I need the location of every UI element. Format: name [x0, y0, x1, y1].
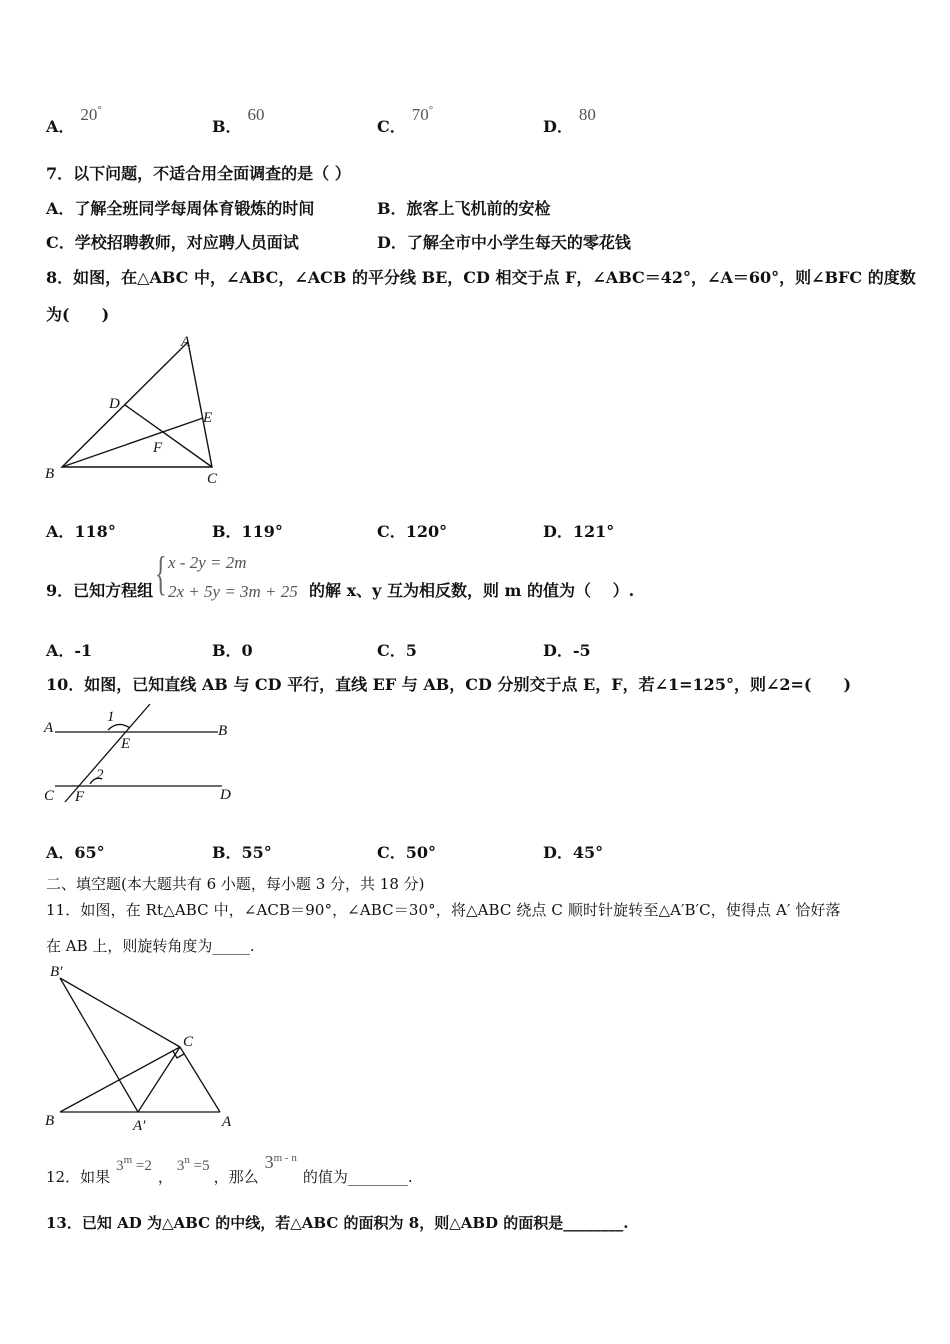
q11-stem-line1: 11．如图，在 Rt△ABC 中，∠ACB＝90°，∠ABC＝30°，将△ABC 绕点 C 顺时针旋转至△A′B′C，使得点 A′ 恰好落 [46, 901, 841, 919]
q7-option-b: B．旅客上飞机前的安检 [377, 199, 551, 218]
q12-expr1: $3^m =2$ [116, 1154, 152, 1174]
q10-label-f: F [75, 789, 85, 805]
q8-label-f: F [153, 440, 163, 456]
q10-label-angle1: 1 [107, 709, 115, 725]
section2-heading: 二、填空题(本大题共有 6 小题，每小题 3 分，共 18 分) [46, 875, 425, 893]
q9-option-b: B．0 [212, 641, 253, 660]
q8-stem-line1: 8．如图，在△ABC 中，∠ABC，∠ACB 的平分线 BE，CD 相交于点 F，∠ABC＝42°，∠A＝60°，则∠BFC 的度数 [46, 268, 916, 287]
q6-option-b: B．60 [212, 105, 265, 136]
q9-suffix: 的解 x、y 互为相反数，则 m 的值为（ ）. [309, 581, 635, 600]
q10-label-b: B [218, 723, 228, 739]
q8-label-c: C [207, 471, 218, 487]
q7-option-c: C．学校招聘教师，对应聘人员面试 [46, 233, 299, 252]
q8-triangle-figure [40, 330, 240, 494]
q6-option-c: C．70° [377, 104, 434, 136]
q11-label-a-prime: A′ [133, 1118, 146, 1134]
q8-label-d: D [109, 396, 120, 412]
q9-option-c: C．5 [377, 641, 417, 660]
q8-label-e: E [203, 410, 213, 426]
q7-option-d: D．了解全市中小学生每天的零花钱 [377, 233, 631, 252]
q10-label-a: A [44, 720, 54, 736]
q9-option-d: D．-5 [543, 641, 591, 660]
q11-label-b-prime: B′ [50, 964, 63, 980]
q11-rotation-figure [40, 960, 240, 1139]
q7-stem: 7．以下问题，不适合用全面调查的是（ ） [46, 164, 351, 183]
q10-parallel-lines-figure [40, 700, 240, 814]
q11-label-b: B [45, 1113, 55, 1129]
q12-suffix: 的值为________. [302, 1168, 413, 1186]
q8-stem-line2: 为( ) [46, 305, 110, 324]
q11-label-c: C [183, 1034, 194, 1050]
q9-prefix: 9．已知方程组 [46, 581, 154, 600]
q10-option-a: A．65° [46, 843, 105, 862]
q12-expr2: $3^n =5$ [176, 1154, 210, 1174]
q12-prefix: 12．如果 [46, 1168, 111, 1186]
q8-option-a: A．118° [46, 522, 116, 541]
q8-option-b: B．119° [212, 522, 283, 541]
q11-stem-line2: 在 AB 上，则旋转角度为_____. [46, 937, 255, 955]
q7-option-a: A．了解全班同学每周体育锻炼的时间 [46, 199, 315, 218]
q8-label-b: B [45, 466, 55, 482]
q10-option-b: B．55° [212, 843, 272, 862]
q6-option-d: D．80 [543, 105, 596, 136]
q12-expr3: 3$^{m - n}$ [264, 1152, 297, 1172]
q10-label-c: C [44, 788, 55, 804]
q10-stem: 10．如图，已知直线 AB 与 CD 平行，直线 EF 与 AB，CD 分别交于点 E，F，若∠1=125°，则∠2=( ) [46, 675, 852, 694]
q8-option-c: C．120° [377, 522, 448, 541]
q9-option-a: A．-1 [46, 641, 93, 660]
q10-option-c: C．50° [377, 843, 437, 862]
q10-option-d: D．45° [543, 843, 604, 862]
q10-label-angle2: 2 [96, 767, 104, 783]
q10-label-e: E [121, 736, 131, 752]
q12-line: 12．如果$3^m =2$，$3^n =5$，那么3$^{m - n}$的值为________. [46, 1152, 413, 1186]
q9-eq2: 2x + 5y = 3m + 25 [168, 582, 298, 601]
q10-label-d: D [220, 787, 231, 803]
q6-option-a: A．20° [46, 104, 102, 136]
q9-brace: { [155, 547, 167, 600]
q13-stem: 13．已知 AD 为△ABC 的中线，若△ABC 的面积为 8，则△ABD 的面积是________. [46, 1214, 629, 1232]
q8-option-d: D．121° [543, 522, 615, 541]
q8-label-a: A [181, 334, 191, 350]
q9-eq1: x - 2y = 2m [168, 553, 247, 572]
q11-label-a: A [222, 1114, 232, 1130]
